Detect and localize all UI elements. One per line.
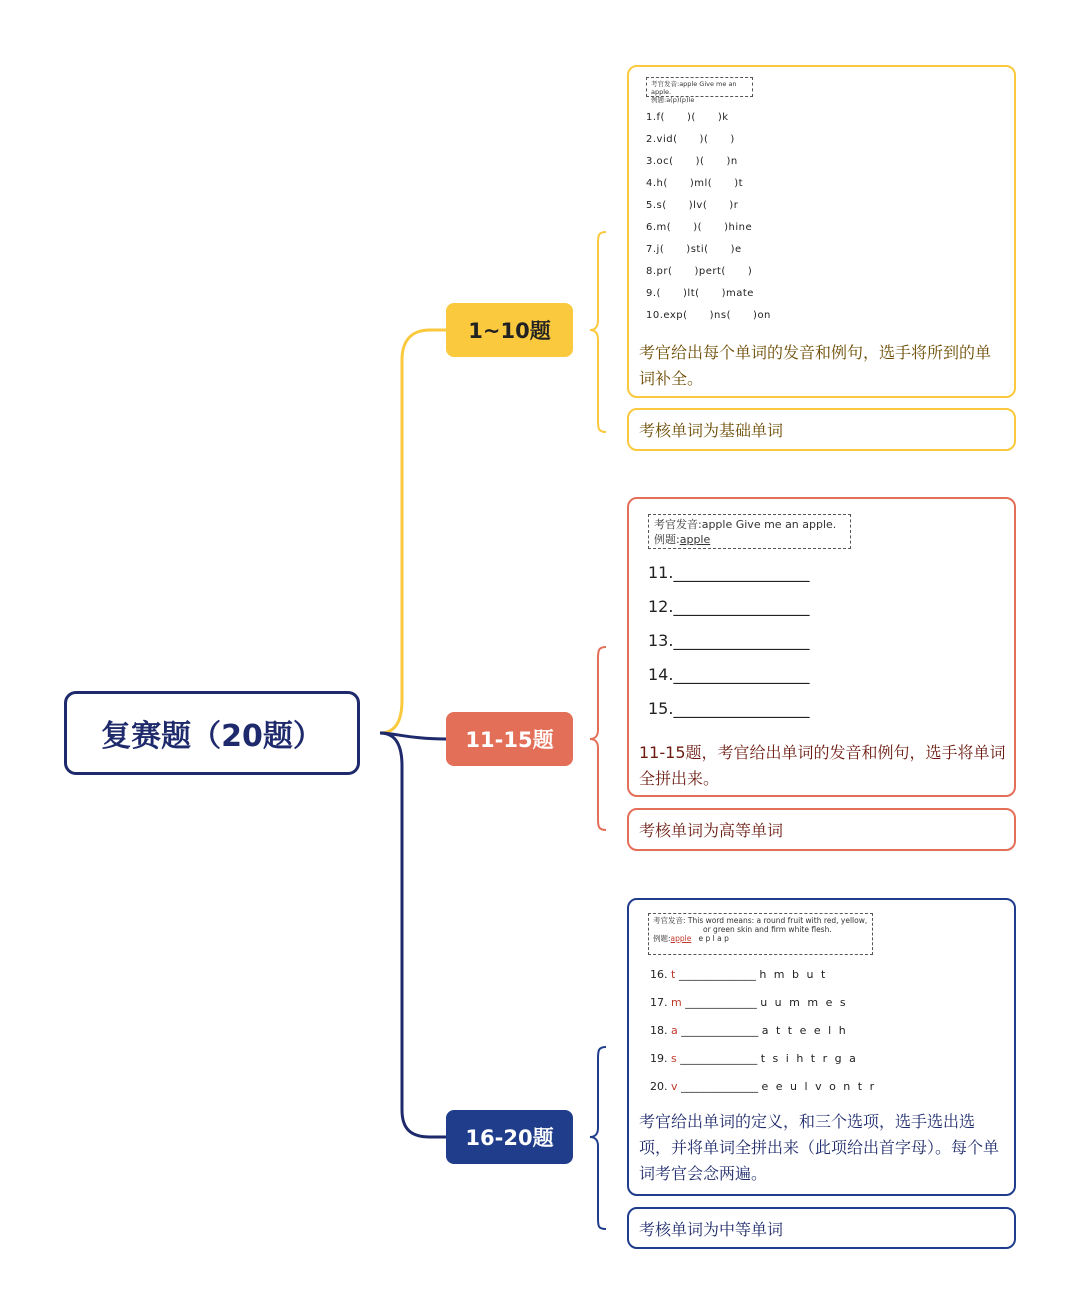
section1-example-line2: 例题:a(p)(p)le: [651, 96, 695, 104]
brace-branch2: [590, 647, 606, 830]
question-9: 9.( )lt( )mate: [646, 288, 754, 299]
question-7: 7.j( )sti( )e: [646, 244, 742, 255]
answer-line: ______________: [681, 1080, 759, 1093]
answer-line: _________________: [673, 597, 810, 616]
answer-line: _________________: [673, 665, 810, 684]
question-8: 8.pr( )pert( ): [646, 266, 753, 277]
question-14-num: 14.: [648, 665, 674, 684]
question-18-num: 18.: [650, 1024, 668, 1037]
section1-example-box: [646, 77, 753, 104]
section3-example-letters: e p l a p: [698, 934, 729, 943]
answer-line: _________________: [673, 563, 810, 582]
question-17: [650, 996, 848, 1009]
section3-example-word: apple: [670, 934, 692, 943]
question-19-num: 19.: [650, 1052, 668, 1065]
question-19-first-letter: s: [671, 1052, 677, 1065]
section1-note: 考核单词为基础单词: [639, 421, 784, 440]
question-16: [650, 968, 827, 981]
question-1: 1.f( )( )k: [646, 112, 729, 123]
question-14: [648, 665, 809, 684]
section1-card[interactable]: [627, 65, 1016, 398]
question-3: 3.oc( )( )n: [646, 156, 738, 167]
question-12: [648, 597, 809, 616]
section3-card[interactable]: [627, 898, 1016, 1196]
question-5: 5.s( )lv( )r: [646, 200, 739, 211]
section3-example-box: [648, 913, 873, 955]
question-17-letters: u u m m e s: [760, 996, 848, 1009]
answer-line: ______________: [681, 1024, 759, 1037]
question-19: [650, 1052, 858, 1065]
question-13: [648, 631, 809, 650]
question-19-letters: t s i h t r g a: [760, 1052, 858, 1065]
question-20-first-letter: v: [671, 1080, 678, 1093]
section2-card[interactable]: [627, 497, 1016, 797]
question-18-first-letter: a: [671, 1024, 678, 1037]
link-root-branch3: [380, 733, 446, 1137]
section3-note: 考核单词为中等单词: [639, 1219, 784, 1239]
answer-line: ______________: [680, 1052, 758, 1065]
question-18-letters: a t t e e l h: [761, 1024, 848, 1037]
branch-11-15[interactable]: 11-15题: [446, 712, 573, 766]
section2-example-line2: [654, 532, 845, 547]
question-16-letters: h m b u t: [759, 968, 828, 981]
section2-example-word: apple: [679, 533, 711, 546]
section3-example-line3: [653, 934, 868, 943]
section2-description: 11-15题，考官给出单词的发音和例句，选手将单词全拼出来。: [639, 743, 1006, 788]
question-15-num: 15.: [648, 699, 674, 718]
question-20: [650, 1080, 876, 1093]
brace-branch3: [590, 1047, 606, 1229]
branch-1-10[interactable]: 1~10题: [446, 303, 573, 357]
question-20-letters: e e u l v o n t r: [761, 1080, 877, 1093]
section2-example-line1: 考官发音:apple Give me an apple.: [654, 518, 837, 531]
question-13-num: 13.: [648, 631, 674, 650]
branch-16-20[interactable]: 16-20题: [446, 1110, 573, 1164]
section2-note: 考核单词为高等单词: [639, 821, 784, 840]
question-11-num: 11.: [648, 563, 674, 582]
question-16-num: 16.: [650, 968, 668, 981]
answer-line: _________________: [673, 699, 810, 718]
question-2: 2.vid( )( ): [646, 134, 735, 145]
question-16-first-letter: t: [671, 968, 676, 981]
section2-example-box: [648, 514, 851, 549]
section3-example-label: 例题:: [653, 934, 671, 943]
section1-note-card[interactable]: [627, 408, 1016, 451]
section1-description: 考官给出每个单词的发音和例句，选手将所到的单词补全。: [639, 343, 992, 388]
question-11: [648, 563, 809, 582]
section3-example-line2: or green skin and firm white flesh.: [703, 925, 832, 934]
answer-line: ______________: [678, 968, 756, 981]
question-6: 6.m( )( )hine: [646, 222, 753, 233]
section3-description: 考官给出单词的定义，和三个选项，选手选出选项，并将单词全拼出来（此项给出首字母）。每个单词考官会念两遍。: [639, 1112, 1000, 1183]
root-node[interactable]: 复赛题（20题）: [64, 691, 360, 775]
question-17-first-letter: m: [671, 996, 682, 1009]
question-12-num: 12.: [648, 597, 674, 616]
section2-example-label: 例题:: [654, 533, 680, 546]
question-4: 4.h( )ml( )t: [646, 178, 744, 189]
answer-line: _____________: [685, 996, 757, 1009]
question-17-num: 17.: [650, 996, 668, 1009]
question-18: [650, 1024, 848, 1037]
question-20-num: 20.: [650, 1080, 668, 1093]
link-root-branch1: [380, 330, 446, 733]
section2-note-card[interactable]: [627, 808, 1016, 851]
question-15: [648, 699, 809, 718]
section3-example-line1: 考官发音: This word means: a round fruit with red, yellow,: [653, 916, 868, 925]
section1-example-line1: 考官发音:apple Give me an apple.: [651, 80, 737, 96]
section3-note-card[interactable]: [627, 1207, 1016, 1249]
answer-line: _________________: [673, 631, 810, 650]
question-10: 10.exp( )ns( )on: [646, 310, 771, 321]
brace-branch1: [590, 232, 606, 432]
